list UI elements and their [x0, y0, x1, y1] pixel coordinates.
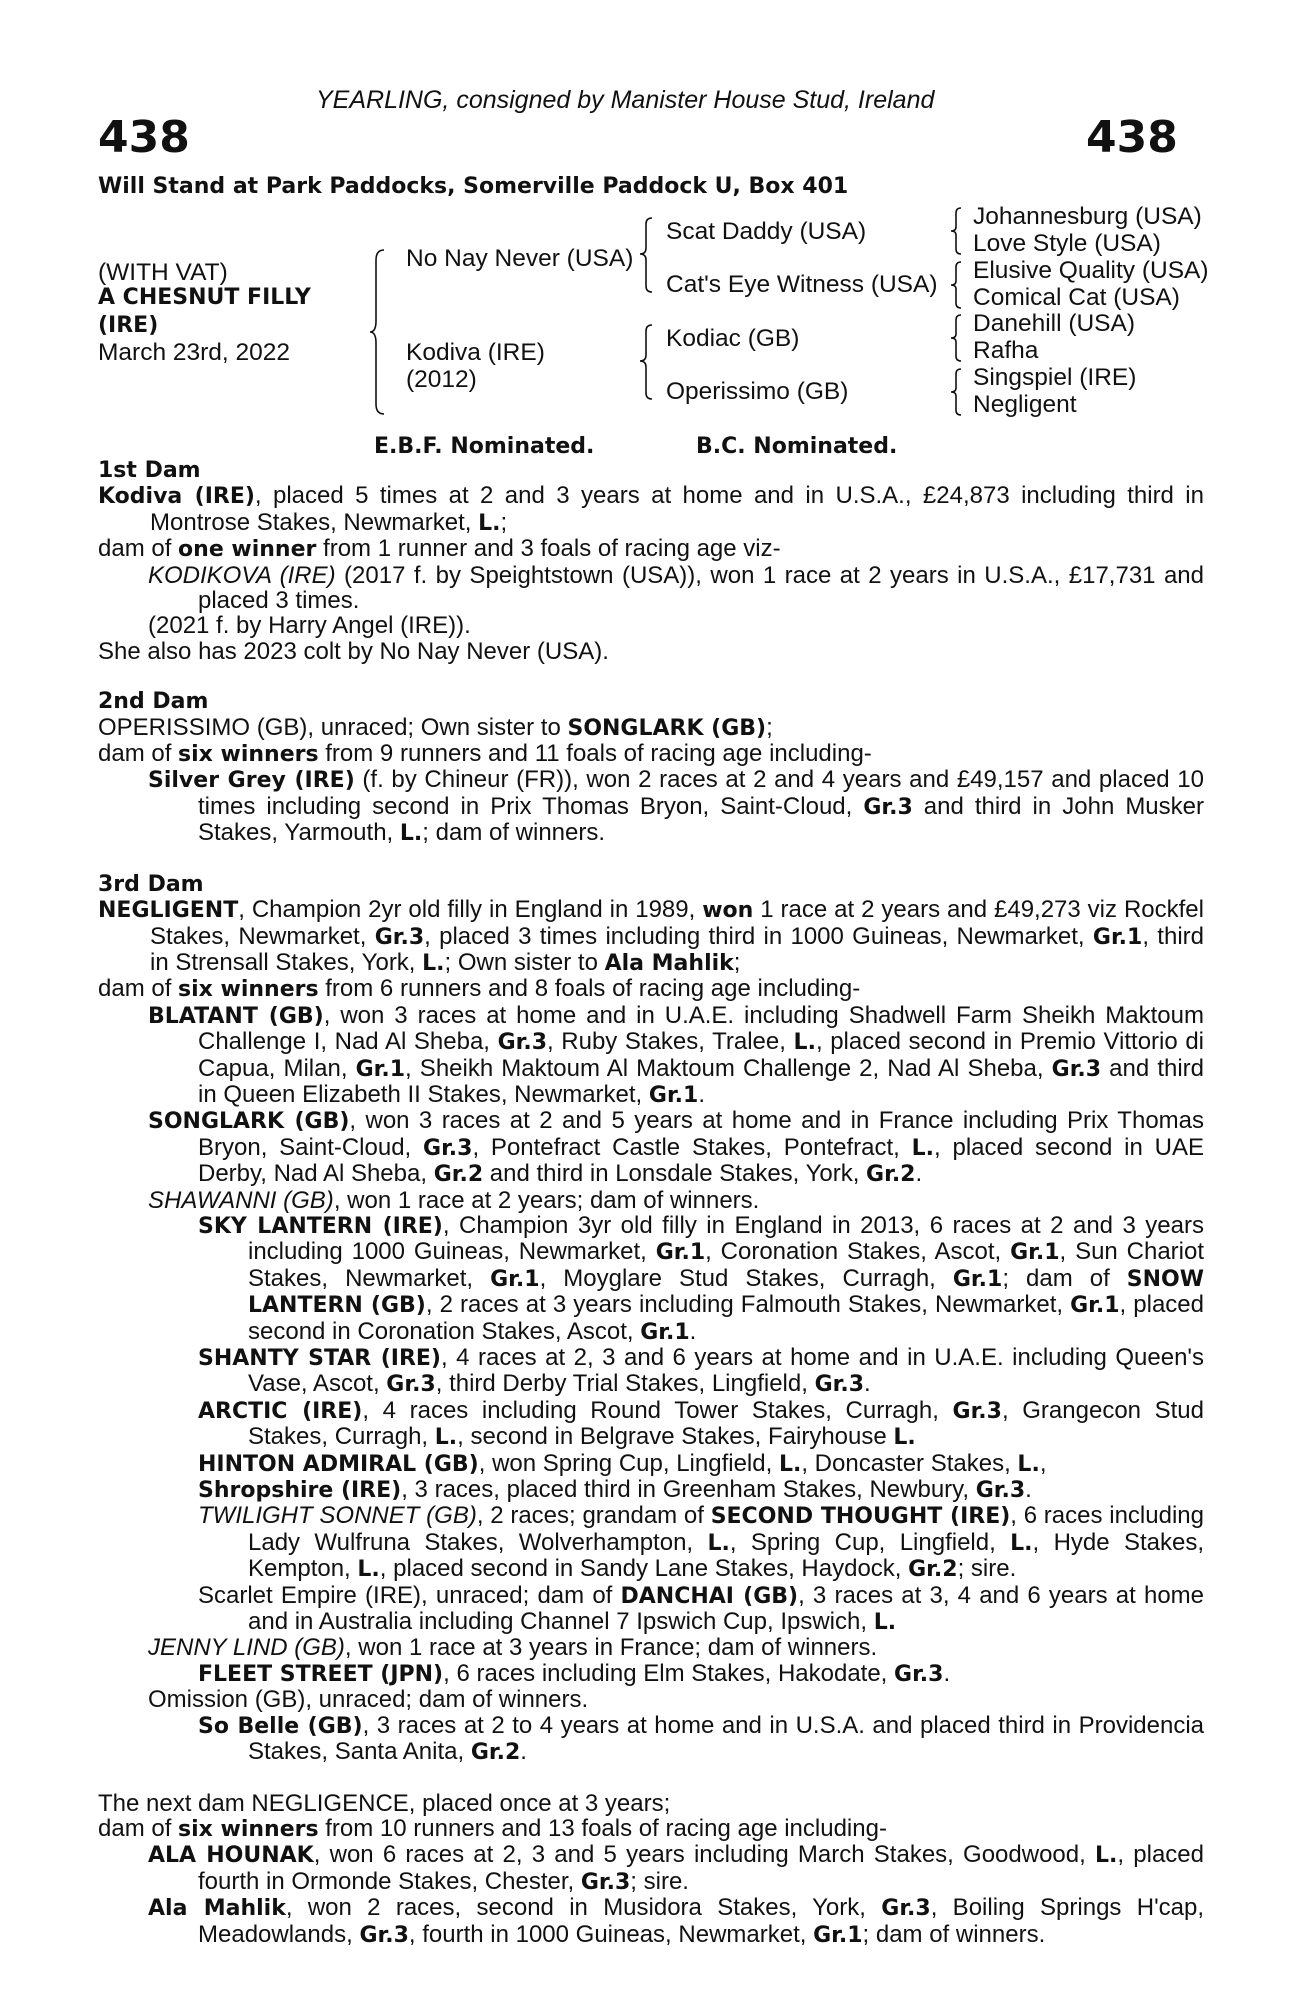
third-dam-entry: NEGLIGENT, Champion 2yr old filly in England in 1989, won 1 race at 2 years and £49,273 viz Rockfel Stakes, Newmarket, Gr.3, placed 3 times including third in 1000 Guineas, Newmarket, Gr.1, third in Strensall Stakes, York, L.; Own sister to Ala Mahlik; [98, 896, 1204, 976]
vat-note: (WITH VAT) [98, 259, 228, 286]
foaling-date: March 23rd, 2022 [98, 339, 291, 366]
produce-hinton-admiral: HINTON ADMIRAL (GB), won Spring Cup, Lingfield, L., Doncaster Stakes, L., [198, 1449, 1047, 1477]
second-dam-heading: 2nd Dam [98, 689, 209, 715]
produce-2023-colt: She also has 2023 colt by No Nay Never (USA). [98, 637, 609, 665]
lot-number-left: 438 [98, 112, 190, 163]
pedigree-brace-dam [640, 323, 660, 403]
gen3-7: Singspiel (IRE) [973, 364, 1137, 391]
first-dam-produce-summary: dam of one winner from 1 runner and 3 foals of racing age viz- [98, 535, 781, 563]
produce-shawanni: SHAWANNI (GB), won 1 race at 2 years; dam of winners. [148, 1186, 760, 1214]
third-dam-produce-summary: dam of six winners from 6 runners and 8 foals of racing age including- [98, 975, 861, 1003]
produce-ala-mahlik: Ala Mahlik, won 2 races, second in Musidora Stakes, York, Gr.3, Boiling Springs H'cap, Meadowlands, Gr.3, fourth in 1000 Guineas, Newmarket, Gr.1; dam of winners. [148, 1894, 1205, 1948]
produce-silver-grey: Silver Grey (IRE) (f. by Chineur (FR)), won 2 races at 2 and 4 years and £49,157 and placed 10 times including second in Prix Thomas Bryon, Saint-Cloud, Gr.3 and third in John Musker Stakes, Yarmouth, L.; dam of winners. [148, 766, 1204, 847]
produce-shropshire: Shropshire (IRE), 3 races, placed third in Greenham Stakes, Newbury, Gr.3. [198, 1476, 1032, 1504]
produce-jenny-lind: JENNY LIND (GB), won 1 race at 3 years in France; dam of winners. [148, 1634, 878, 1662]
dam-sire: Kodiac (GB) [666, 325, 800, 352]
produce-omission: Omission (GB), unraced; dam of winners. [148, 1686, 589, 1714]
gen3-3: Elusive Quality (USA) [973, 257, 1209, 284]
produce-twilight-sonnet: TWILIGHT SONNET (GB), 2 races; grandam of SECOND THOUGHT (IRE), 6 races including Lady Wulfruna Stakes, Wolverhampton, L., Spring Cup, Lingfield, L., Hyde Stakes, Kempton, L., placed second in Sandy Lane Stakes, Haydock, Gr.2; sire. [198, 1502, 1204, 1583]
produce-scarlet-empire: Scarlet Empire (IRE), unraced; dam of DANCHAI (GB), 3 races at 3, 4 and 6 years at home and in Australia including Channel 7 Ipswich Cup, Ipswich, L. [198, 1581, 1205, 1636]
first-dam-heading: 1st Dam [98, 458, 201, 483]
lot-number-right: 438 [1086, 112, 1178, 163]
pedigree-brace-main [370, 248, 390, 418]
dam-dam: Operissimo (GB) [666, 378, 849, 405]
gen3-2: Love Style (USA) [973, 230, 1161, 257]
ebf-nomination: E.B.F. Nominated. [374, 434, 595, 459]
produce-shanty-star: SHANTY STAR (IRE), 4 races at 2, 3 and 6 years at home and in U.A.E. including Queen's Vase, Ascot, Gr.3, third Derby Trial Stakes, Lingfield, Gr.3. [198, 1344, 1205, 1398]
first-dam-entry: Kodiva (IRE), placed 5 times at 2 and 3 years at home and in U.S.A., £24,873 including third in Montrose Stakes, Newmarket, L.; [98, 482, 1204, 536]
gen3-5: Danehill (USA) [973, 310, 1136, 337]
second-dam-entry: OPERISSIMO (GB), unraced; Own sister to SONGLARK (GB); [98, 713, 773, 741]
gen3-4: Comical Cat (USA) [973, 284, 1180, 311]
produce-sky-lantern: SKY LANTERN (IRE), Champion 3yr old filly in England in 2013, 6 races at 2 and 3 years including 1000 Guineas, Newmarket, Gr.1, Coronation Stakes, Ascot, Gr.1, Sun Chariot Stakes, Newmarket, Gr.1, Moyglare Stud Stakes, Curragh, Gr.1; dam of SNOW LANTERN (GB), 2 races at 3 years including Falmouth Stakes, Newmarket, Gr.1, placed second in Coronation Stakes, Ascot, Gr.1. [198, 1211, 1205, 1345]
sire-dam: Cat's Eye Witness (USA) [666, 271, 938, 298]
gen3-6: Rafha [973, 337, 1039, 364]
second-dam-produce-summary: dam of six winners from 9 runners and 11 foals of racing age including- [98, 740, 872, 768]
dam: Kodiva (IRE) [406, 339, 545, 366]
next-dam-produce-summary: dam of six winners from 10 runners and 13 foals of racing age including- [98, 1814, 887, 1842]
horse-name-line2: (IRE) [98, 313, 159, 338]
pedigree-brace-sire [640, 216, 660, 296]
sire-sire: Scat Daddy (USA) [666, 218, 867, 245]
bc-nomination: B.C. Nominated. [696, 434, 898, 459]
produce-arctic: ARCTIC (IRE), 4 races including Round Tower Stakes, Curragh, Gr.3, Grangecon Stud Stakes, Curragh, L., second in Belgrave Stakes, Fairyhouse L. [198, 1396, 1205, 1451]
stand-location: Will Stand at Park Paddocks, Somerville Paddock U, Box 401 [98, 174, 849, 199]
catalogue-body [98, 458, 1204, 1948]
pedigree-brace-g3-4 [950, 367, 966, 417]
third-dam-heading: 3rd Dam [98, 871, 204, 897]
produce-fleet-street: FLEET STREET (JPN), 6 races including Elm Stakes, Hakodate, Gr.3. [198, 1659, 951, 1687]
produce-ala-hounak: ALA HOUNAK, won 6 races at 2, 3 and 5 years including March Stakes, Goodwood, L., placed fourth in Ormonde Stakes, Chester, Gr.3; sire. [148, 1841, 1204, 1895]
produce-so-belle: So Belle (GB), 3 races at 2 to 4 years at home and in U.S.A. and placed third in Providencia Stakes, Santa Anita, Gr.2. [198, 1711, 1205, 1766]
produce-blatant: BLATANT (GB), won 3 races at home and in U.A.E. including Shadwell Farm Sheikh Maktoum Challenge I, Nad Al Sheba, Gr.3, Ruby Stakes, Tralee, L., placed second in Premio Vittorio di Capua, Milan, Gr.1, Sheikh Maktoum Al Maktoum Challenge 2, Nad Al Sheba, Gr.3 and third in Queen Elizabeth II Stakes, Newmarket, Gr.1. [148, 1001, 1205, 1108]
sire: No Nay Never (USA) [406, 245, 634, 272]
next-dam-intro: The next dam NEGLIGENCE, placed once at 3 years; [98, 1789, 671, 1817]
produce-2021: (2021 f. by Harry Angel (IRE)). [148, 612, 471, 640]
produce-kodikova: KODIKOVA (IRE) (2017 f. by Speightstown (USA)), won 1 race at 2 years in U.S.A., £17,731 and placed 3 times. [148, 561, 1205, 615]
produce-songlark: SONGLARK (GB), won 3 races at 2 and 5 years at home and in France including Prix Thomas Bryon, Saint-Cloud, Gr.3, Pontefract Castle Stakes, Pontefract, L., placed second in UAE Derby, Nad Al Sheba, Gr.2 and third in Lonsdale Stakes, York, Gr.2. [148, 1107, 1205, 1188]
pedigree-brace-g3-2 [950, 260, 966, 310]
pedigree-brace-g3-3 [950, 313, 966, 363]
consignment-line: YEARLING, consigned by Manister House Stud, Ireland [316, 86, 935, 114]
gen3-1: Johannesburg (USA) [973, 203, 1202, 230]
pedigree-brace-g3-1 [950, 206, 966, 256]
gen3-8: Negligent [973, 391, 1077, 418]
horse-name-line1: A CHESNUT FILLY [98, 285, 311, 310]
dam-year: (2012) [406, 366, 477, 393]
